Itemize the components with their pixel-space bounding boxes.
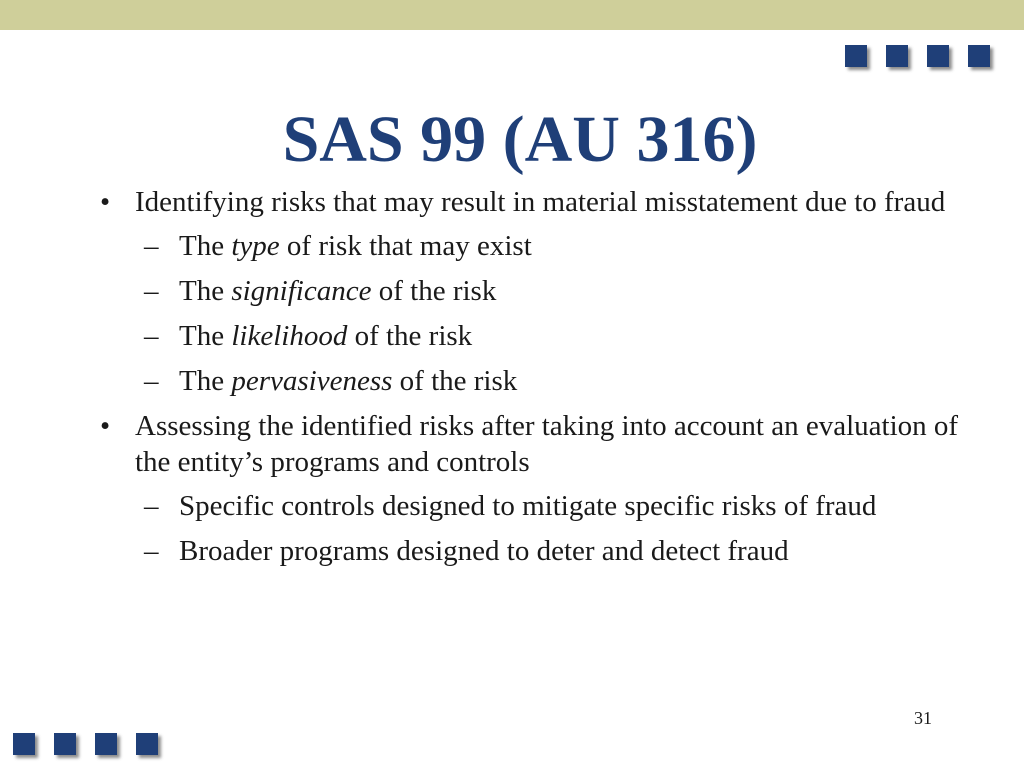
bullet-item: [100, 184, 990, 220]
square-icon: [886, 45, 908, 67]
dash-mark: –: [144, 230, 159, 262]
sub-item: [100, 318, 990, 354]
sub-item-text: Broader programs designed to deter and detect fraud: [179, 535, 789, 567]
dash-mark: –: [144, 490, 159, 522]
decorative-squares-bottom: [13, 733, 158, 755]
dash-mark: –: [144, 275, 159, 307]
sub-item-text-post: of the risk: [347, 320, 473, 352]
sub-item: [100, 228, 990, 264]
sub-item-emphasis: significance: [231, 275, 372, 307]
bullet-item: [100, 408, 990, 480]
square-icon: [968, 45, 990, 67]
square-icon: [13, 733, 35, 755]
square-icon: [54, 733, 76, 755]
slide-body: [100, 184, 990, 578]
sub-item-emphasis: likelihood: [231, 320, 348, 352]
sub-item-text-post: of risk that may exist: [279, 230, 532, 262]
dash-mark: –: [144, 365, 159, 397]
sub-item: [100, 488, 990, 524]
sub-item: [100, 273, 990, 309]
sub-item-text-post: of the risk: [392, 365, 518, 397]
sub-item-emphasis: pervasiveness: [231, 365, 393, 397]
dash-mark: –: [144, 320, 159, 352]
dash-mark: –: [144, 535, 159, 567]
top-band: [0, 0, 1024, 30]
sub-item-text-pre: The: [179, 320, 232, 352]
sub-item-text-pre: The: [179, 275, 232, 307]
decorative-squares-top: [845, 45, 990, 67]
sub-item: [100, 533, 990, 569]
page-number: 31: [914, 708, 932, 728]
bullet-mark: •: [100, 410, 111, 442]
bullet-mark: •: [100, 186, 111, 218]
bullet-text: Identifying risks that may result in material misstatement due to fraud: [135, 186, 946, 218]
square-icon: [927, 45, 949, 67]
sub-item-text: Specific controls designed to mitigate specific risks of fraud: [179, 490, 877, 522]
square-icon: [95, 733, 117, 755]
square-icon: [136, 733, 158, 755]
sub-item-text-pre: The: [179, 230, 232, 262]
bullet-text: Assessing the identified risks after taking into account an evaluation of the entity’s programs and controls: [135, 410, 959, 478]
sub-item: [100, 363, 990, 399]
square-icon: [845, 45, 867, 67]
sub-item-text-pre: The: [179, 365, 232, 397]
sub-item-text-post: of the risk: [371, 275, 497, 307]
sub-item-emphasis: type: [231, 230, 280, 262]
slide-title: SAS 99 (AU 316): [282, 103, 758, 176]
